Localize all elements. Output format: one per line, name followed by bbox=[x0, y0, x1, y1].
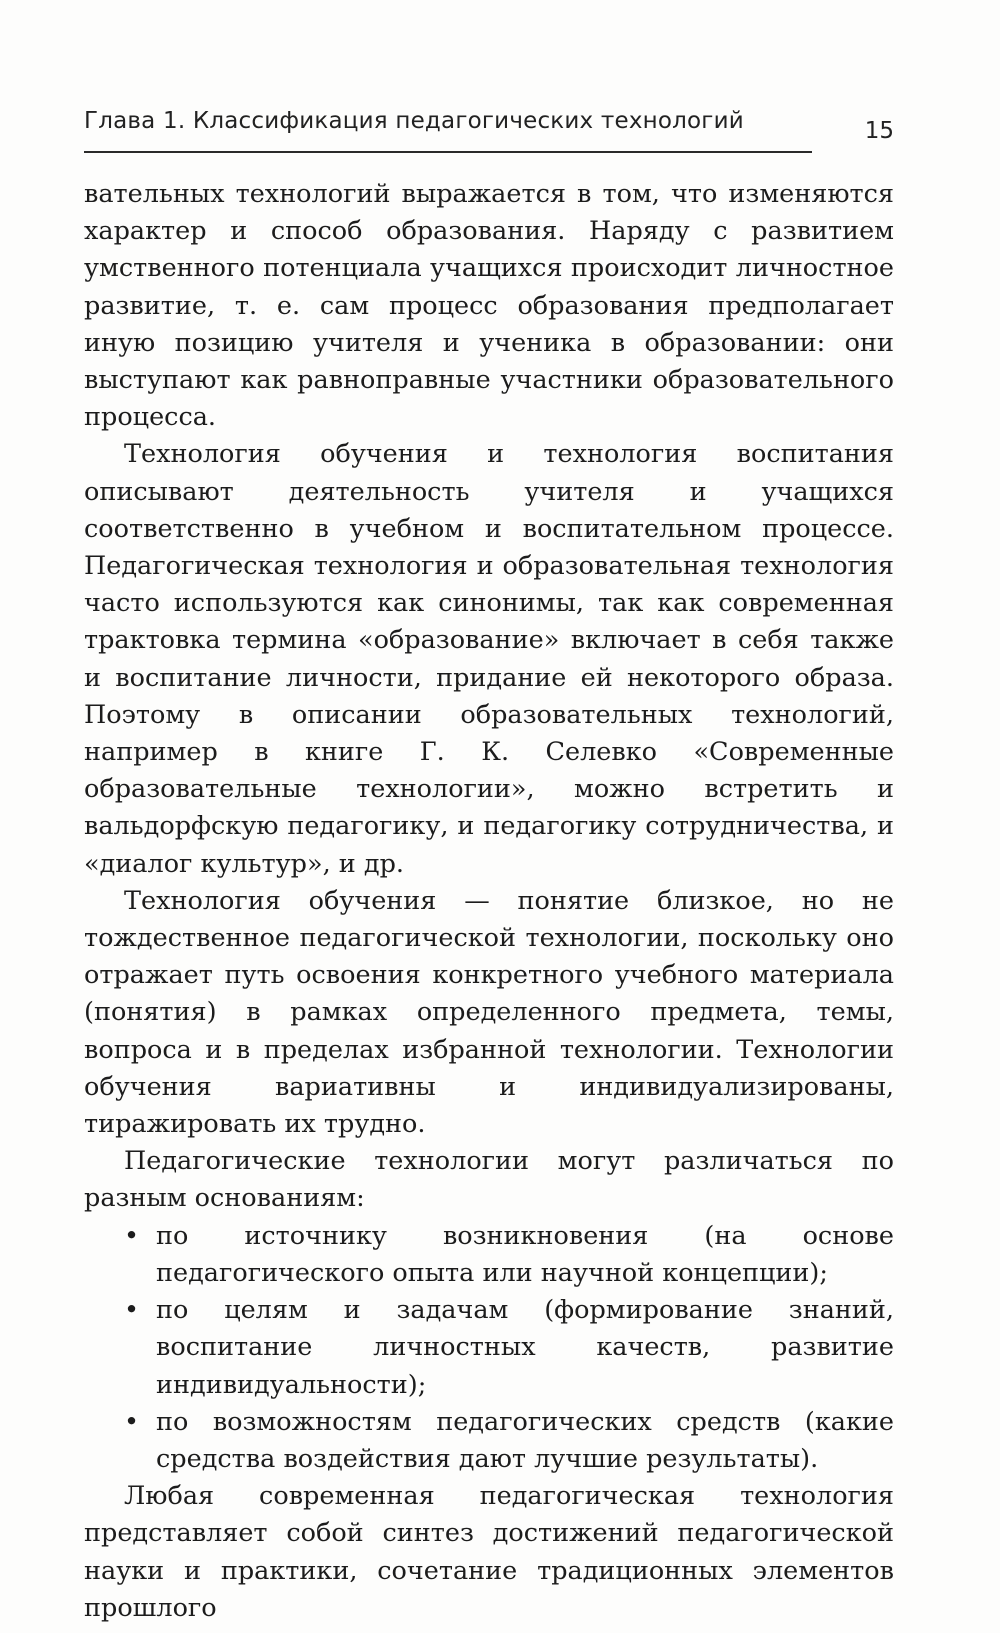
bullet-marker: • bbox=[124, 1406, 140, 1437]
paragraph: Любая современная педагогическая технология представляет собой синтез достижений педагогической науки и практики, сочетание традиционных элементов прошлого bbox=[84, 1481, 894, 1623]
paragraph: Технология обучения — понятие близкое, но не тождественное педагогической технологии, поскольку оно отражает путь освоения конкретного учебного материала (понятия) в рамках определенного предмета, темы, вопроса и в пределах избранной технологии. Технологии обучения вариативны и индивидуализированы, тиражировать их трудно. bbox=[84, 885, 894, 1140]
list-item bbox=[84, 1292, 894, 1404]
bullet-list bbox=[84, 1218, 894, 1478]
list-item bbox=[84, 1218, 894, 1292]
header-rule bbox=[84, 151, 812, 153]
body-text bbox=[84, 176, 894, 1627]
running-head: Глава 1. Классификация педагогических технологий bbox=[84, 108, 744, 134]
paragraph: Технология обучения и технология воспитания описывают деятельность учителя и учащихся соответственно в учебном и воспитательном процессе. Педагогическая технология и образовательная технология часто используются как синонимы, так как современная трактовка термина «образование» включает в себя также и воспитание личности, придание ей некоторого образа. Поэтому в описании образовательных технологий, например в книге Г. К. Селевко «Современные образовательные технологии», можно встретить и вальдорфскую педагогику, и педагогику сотрудничества, и «диалог культур», и др. bbox=[84, 439, 894, 879]
paragraph: Педагогические технологии могут различаться по разным основаниям: bbox=[84, 1146, 894, 1214]
paragraph: вательных технологий выражается в том, что изменяются характер и способ образования. Наряду с развитием умственного потенциала учащихся происходит личностное развитие, т. е. сам процесс образования предполагает иную позицию учителя и ученика в образовании: они выступают как равноправные участники образовательного процесса. bbox=[84, 179, 894, 433]
list-item-text: по целям и задачам (формирование знаний, воспитание личностных качеств, развитие индивидуальности); bbox=[156, 1295, 894, 1400]
list-item-text: по возможностям педагогических средств (какие средства воздействия дают лучшие результаты). bbox=[156, 1406, 894, 1474]
bullet-marker: • bbox=[124, 1220, 140, 1251]
list-item bbox=[84, 1404, 894, 1478]
bullet-marker: • bbox=[124, 1295, 140, 1326]
page-number: 15 bbox=[864, 118, 894, 144]
page-header bbox=[84, 108, 894, 156]
list-item-text: по источнику возникновения (на основе педагогического опыта или научной концепции); bbox=[156, 1220, 894, 1288]
